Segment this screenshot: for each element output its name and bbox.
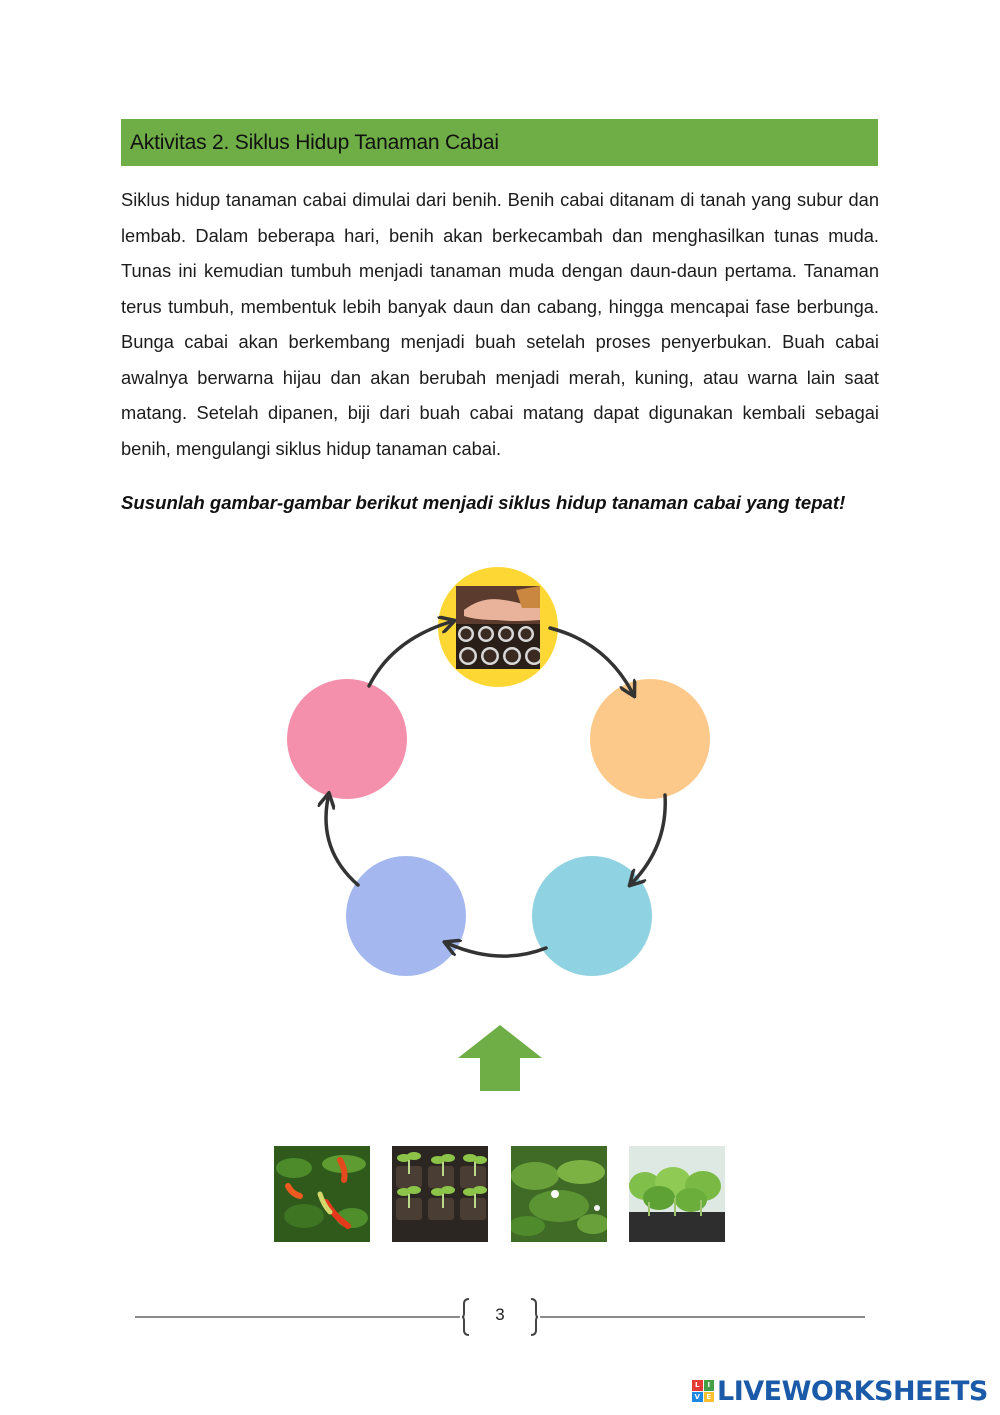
cycle-arrow-5 bbox=[369, 622, 450, 686]
cycle-slot-3[interactable] bbox=[532, 856, 652, 976]
left-bracket-icon bbox=[461, 1298, 471, 1336]
page-number: 3 bbox=[495, 1305, 505, 1324]
seedlings-in-tray-photo[interactable] bbox=[392, 1146, 488, 1242]
liveworksheets-brand-text: LIVEWORKSHEETS bbox=[717, 1375, 988, 1407]
cycle-arrow-4 bbox=[326, 798, 358, 885]
young-pepper-plants-photo[interactable] bbox=[629, 1146, 725, 1242]
cycle-arrow-3 bbox=[449, 944, 546, 956]
liveworksheets-logo-icon: L I V E bbox=[692, 1380, 714, 1402]
liveworksheets-logo bbox=[692, 1376, 988, 1406]
up-arrow-icon bbox=[458, 1025, 542, 1091]
cycle-slot-5[interactable] bbox=[287, 679, 407, 799]
footer-divider-left bbox=[135, 1316, 460, 1318]
instruction-text: Susunlah gambar-gambar berikut menjadi siklus hidup tanaman cabai yang tepat! bbox=[121, 492, 846, 513]
body-paragraph: Siklus hidup tanaman cabai dimulai dari benih. Benih cabai ditanam di tanah yang subur dan lembab. Dalam beberapa hari, benih akan berkecambah dan menghasilkan tunas muda. Tunas ini kemudian tumbuh menjadi tanaman muda dengan daun-daun pertama. Tanaman terus tumbuh, membentuk lebih banyak daun dan cabang, hingga mencapai fase berbunga. Bunga cabai akan berkembang menjadi buah setelah proses penyerbukan. Buah cabai awalnya berwarna hijau dan akan berubah menjadi merah, kuning, atau warna lain saat matang. Setelah dipanen, biji dari buah cabai matang dapat digunakan kembali sebagai benih, mengulangi siklus hidup tanaman cabai. bbox=[121, 189, 879, 459]
cycle-arrow-1 bbox=[550, 628, 632, 692]
seed-in-hand-photo bbox=[456, 586, 540, 669]
cycle-arrow-2 bbox=[633, 795, 665, 882]
red-chili-fruit-photo[interactable] bbox=[274, 1146, 370, 1242]
section-title: Aktivitas 2. Siklus Hidup Tanaman Cabai bbox=[130, 130, 499, 154]
right-bracket-icon bbox=[529, 1298, 539, 1336]
cycle-slot-2[interactable] bbox=[590, 679, 710, 799]
flowering-chili-plant-photo[interactable] bbox=[511, 1146, 607, 1242]
footer-divider-right bbox=[540, 1316, 865, 1318]
cycle-slot-4[interactable] bbox=[346, 856, 466, 976]
